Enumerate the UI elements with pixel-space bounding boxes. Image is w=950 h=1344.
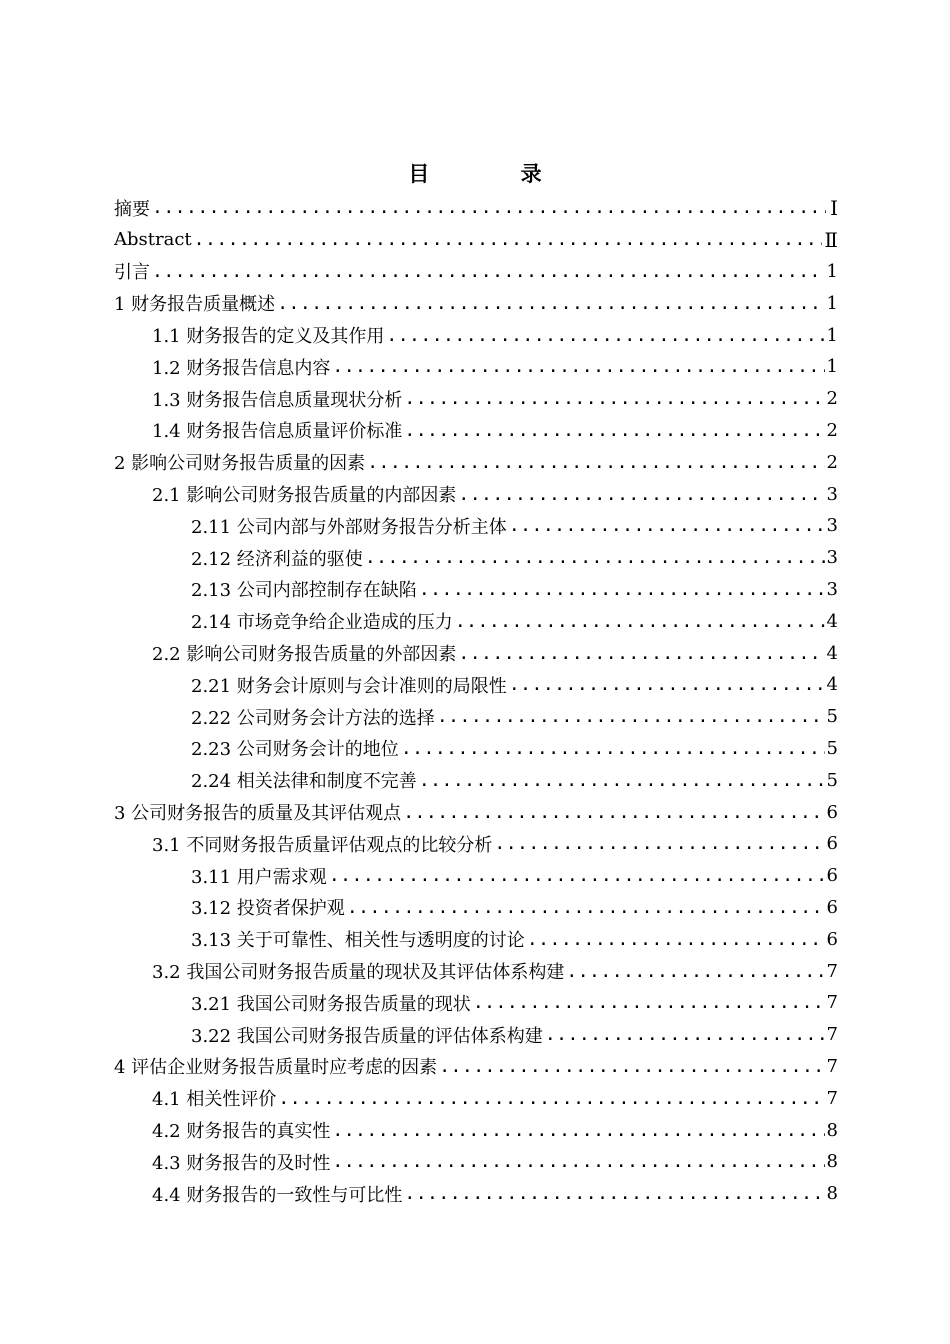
toc-entry-page-number: 6 — [826, 865, 838, 887]
toc-entry-page-number: 7 — [826, 1087, 838, 1109]
toc-entry-title: 3.22 我国公司财务报告质量的评估体系构建 — [191, 1025, 543, 1047]
toc-entry-page-number: 2 — [826, 419, 838, 441]
toc-entry[interactable] — [114, 733, 838, 765]
toc-entry-title: Abstract — [114, 229, 192, 251]
toc-dot-leader — [404, 420, 824, 441]
toc-entry[interactable] — [114, 987, 838, 1019]
toc-entry[interactable] — [114, 478, 838, 510]
toc-dot-leader — [458, 484, 824, 505]
toc-entry[interactable] — [114, 542, 838, 574]
toc-entry[interactable] — [114, 637, 838, 669]
toc-entry-page-number: 5 — [826, 737, 838, 759]
toc-entry-title: 1 财务报告质量概述 — [114, 294, 276, 316]
toc-entry[interactable] — [114, 1082, 838, 1114]
toc-dot-leader — [509, 674, 825, 695]
toc-entry-page-number: 4 — [826, 674, 838, 696]
toc-dot-leader — [332, 1120, 824, 1141]
toc-entry-page-number: 5 — [826, 769, 838, 791]
toc-entry[interactable] — [114, 192, 838, 224]
toc-entry-title: 3.12 投资者保护观 — [191, 898, 345, 920]
toc-entry-page-number: 2 — [826, 388, 838, 410]
toc-dot-leader — [419, 770, 825, 791]
toc-entry-page-number: 5 — [826, 706, 838, 728]
toc-dot-leader — [332, 356, 824, 377]
toc-entry-title: 3.1 不同财务报告质量评估观点的比较分析 — [152, 834, 493, 856]
toc-entry-page-number: 7 — [826, 992, 838, 1014]
toc-entry[interactable] — [114, 446, 838, 478]
toc-entry-title: 4.3 财务报告的及时性 — [152, 1152, 331, 1174]
toc-dot-leader — [455, 611, 825, 632]
toc-entry[interactable] — [114, 415, 838, 447]
toc-entry[interactable] — [114, 860, 838, 892]
toc-entry-page-number: 7 — [826, 1024, 838, 1046]
toc-entry-title: 2.22 公司财务会计方法的选择 — [191, 707, 435, 729]
toc-entry-title: 3.2 我国公司财务报告质量的现状及其评估体系构建 — [152, 962, 565, 984]
toc-dot-leader — [278, 1088, 824, 1109]
toc-entry[interactable] — [114, 669, 838, 701]
toc-entry[interactable] — [114, 923, 838, 955]
toc-entry-title: 2 影响公司财务报告质量的因素 — [114, 453, 366, 475]
toc-entry-title: 3.21 我国公司财务报告质量的现状 — [191, 993, 471, 1015]
toc-dot-leader — [439, 1056, 824, 1077]
toc-entry-title: 3.13 关于可靠性、相关性与透明度的讨论 — [191, 930, 525, 952]
toc-entry-page-number: 1 — [826, 356, 838, 378]
toc-entry[interactable] — [114, 701, 838, 733]
toc-entry-page-number: 1 — [826, 260, 838, 282]
toc-dot-leader — [329, 865, 825, 886]
toc-entry-page-number: 7 — [826, 960, 838, 982]
toc-entry-page-number: 3 — [826, 483, 838, 505]
toc-dot-leader — [527, 929, 825, 950]
toc-entry[interactable] — [114, 256, 838, 288]
toc-entry[interactable] — [114, 796, 838, 828]
toc-entry-title: 摘要 — [114, 198, 150, 220]
toc-entry-page-number: 3 — [826, 578, 838, 600]
toc-entry-title: 1.1 财务报告的定义及其作用 — [152, 326, 385, 348]
toc-entry-page-number: 6 — [826, 928, 838, 950]
toc-entry[interactable] — [114, 955, 838, 987]
toc-entry-page-number: 6 — [826, 833, 838, 855]
toc-dot-leader — [437, 706, 825, 727]
toc-entry-page-number: 3 — [826, 547, 838, 569]
toc-entry[interactable] — [114, 1146, 838, 1178]
toc-entry-title: 2.11 公司内部与外部财务报告分析主体 — [191, 516, 507, 538]
toc-entry[interactable] — [114, 351, 838, 383]
toc-entry-title: 2.12 经济利益的驱使 — [191, 548, 363, 570]
toc-entry-title: 3.11 用户需求观 — [191, 866, 327, 888]
toc-entry-page-number: 8 — [826, 1183, 838, 1205]
toc-entry[interactable] — [114, 224, 838, 256]
toc-entry-page-number: 4 — [826, 610, 838, 632]
toc-entry[interactable] — [114, 574, 838, 606]
toc-entry[interactable] — [114, 764, 838, 796]
toc-dot-leader — [403, 802, 824, 823]
toc-entry-title: 2.1 影响公司财务报告质量的内部因素 — [152, 485, 457, 507]
toc-title: 目 录 — [408, 161, 584, 186]
toc-dot-leader — [347, 897, 825, 918]
toc-dot-leader — [458, 643, 824, 664]
toc-dot-leader — [152, 261, 825, 282]
toc-dot-leader — [473, 992, 825, 1013]
toc-entry-page-number: 3 — [826, 515, 838, 537]
toc-entry-page-number: Ⅰ — [830, 195, 838, 220]
toc-entry-title: 4.4 财务报告的一致性与可比性 — [152, 1184, 403, 1206]
toc-dot-leader — [194, 229, 823, 250]
toc-entry-title: 引言 — [114, 262, 150, 284]
toc-dot-leader — [494, 833, 824, 854]
toc-dot-leader — [566, 961, 824, 982]
toc-dot-leader — [404, 1183, 824, 1204]
table-of-contents — [114, 192, 838, 1210]
toc-entry[interactable] — [114, 383, 838, 415]
toc-entry-title: 2.23 公司财务会计的地位 — [191, 739, 399, 761]
toc-dot-leader — [386, 325, 824, 346]
toc-dot-leader — [509, 515, 825, 536]
toc-entry-title: 1.4 财务报告信息质量评价标准 — [152, 421, 403, 443]
toc-entry[interactable] — [114, 1114, 838, 1146]
toc-entry-page-number: 8 — [826, 1119, 838, 1141]
toc-dot-leader — [545, 1024, 825, 1045]
toc-entry[interactable] — [114, 287, 838, 319]
toc-entry-title: 2.21 财务会计原则与会计准则的局限性 — [191, 675, 507, 697]
toc-entry-page-number: 1 — [826, 292, 838, 314]
toc-entry-title: 2.24 相关法律和制度不完善 — [191, 771, 417, 793]
toc-entry[interactable] — [114, 1178, 838, 1210]
toc-dot-leader — [365, 547, 825, 568]
toc-entry-page-number: 8 — [826, 1151, 838, 1173]
toc-dot-leader — [404, 388, 824, 409]
toc-dot-leader — [419, 579, 825, 600]
toc-entry-page-number: 2 — [826, 451, 838, 473]
toc-entry-page-number: 4 — [826, 642, 838, 664]
toc-entry[interactable] — [114, 1051, 838, 1083]
toc-entry[interactable] — [114, 510, 838, 542]
toc-dot-leader — [152, 197, 826, 218]
toc-entry-title: 4.2 财务报告的真实性 — [152, 1121, 331, 1142]
toc-entry-title: 1.3 财务报告信息质量现状分析 — [152, 389, 403, 411]
toc-entry-page-number: Ⅱ — [824, 227, 838, 252]
toc-entry-title: 2.14 市场竞争给企业造成的压力 — [191, 612, 453, 634]
toc-dot-leader — [332, 1151, 824, 1172]
toc-entry-page-number: 1 — [826, 324, 838, 346]
toc-entry[interactable] — [114, 1019, 838, 1051]
toc-entry-page-number: 6 — [826, 801, 838, 823]
toc-entry[interactable] — [114, 319, 838, 351]
toc-entry-page-number: 7 — [826, 1055, 838, 1077]
toc-entry[interactable] — [114, 892, 838, 924]
toc-entry[interactable] — [114, 605, 838, 637]
toc-dot-leader — [367, 452, 824, 473]
toc-entry-title: 1.2 财务报告信息内容 — [152, 357, 331, 379]
toc-entry-title: 3 公司财务报告的质量及其评估观点 — [114, 803, 402, 825]
toc-entry-title: 2.2 影响公司财务报告质量的外部因素 — [152, 644, 457, 666]
toc-entry[interactable] — [114, 828, 838, 860]
toc-entry-page-number: 6 — [826, 896, 838, 918]
toc-dot-leader — [401, 738, 825, 759]
toc-entry-title: 2.13 公司内部控制存在缺陷 — [191, 580, 417, 602]
toc-entry-title: 4.1 相关性评价 — [152, 1089, 277, 1111]
toc-dot-leader — [277, 293, 824, 314]
toc-entry-title: 4 评估企业财务报告质量时应考虑的因素 — [114, 1057, 438, 1079]
